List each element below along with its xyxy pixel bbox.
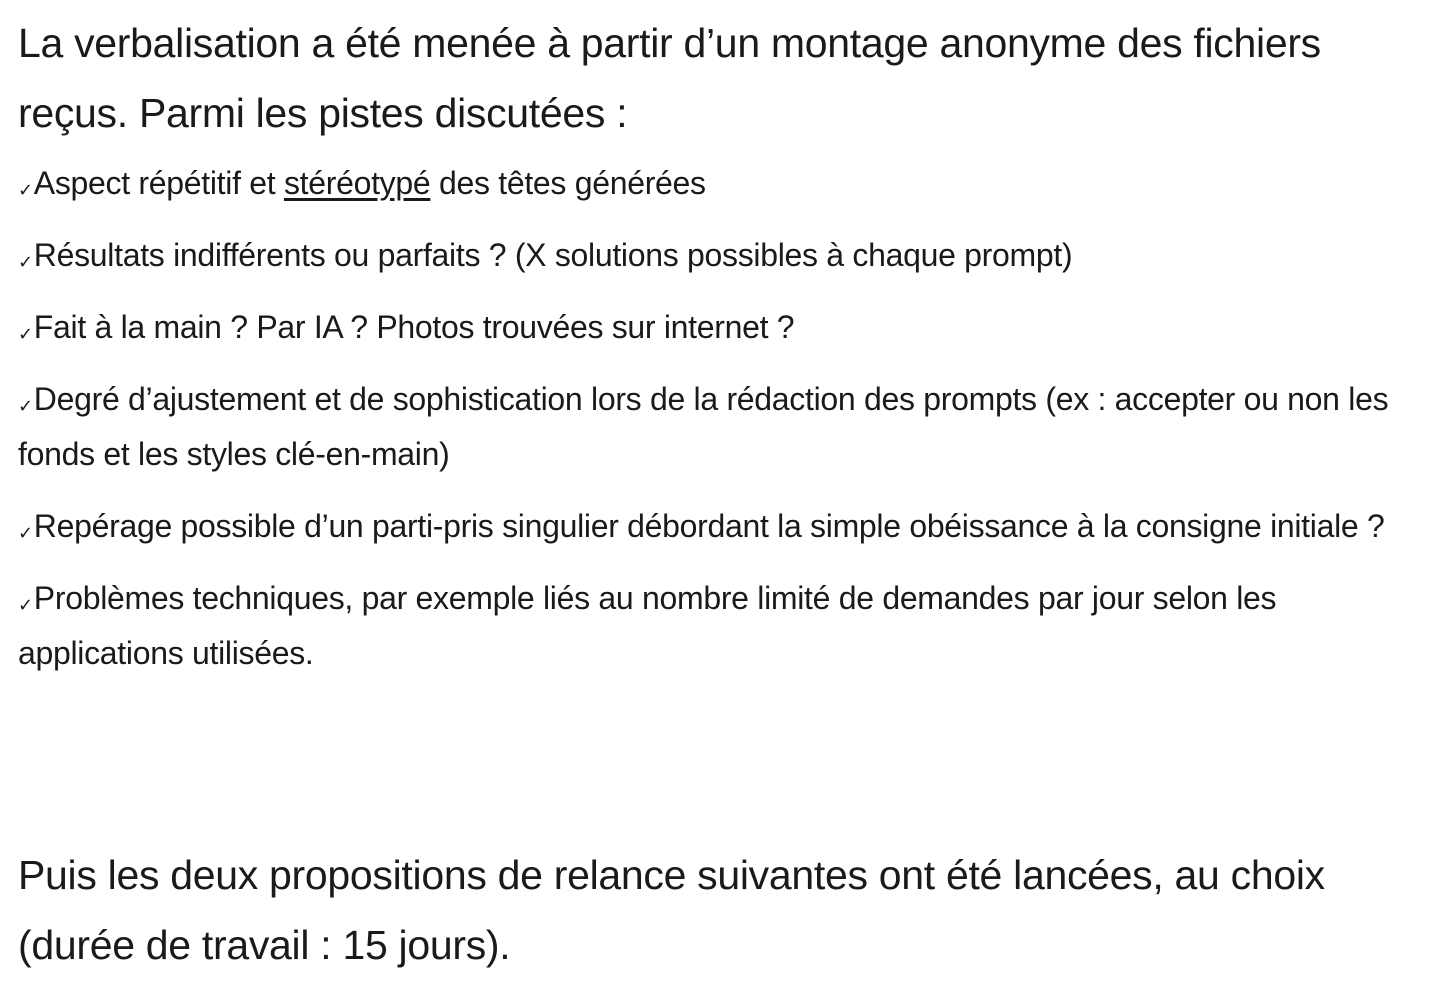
checkmark-icon: ✓ (18, 523, 33, 543)
bullet-text-before: Aspect répétitif et (33, 165, 284, 201)
list-item (18, 499, 1413, 554)
bullet-text: Résultats indifférents ou parfaits ? (X solutions possibles à chaque prompt) (33, 237, 1073, 273)
list-item (18, 300, 1413, 355)
list-item (18, 372, 1413, 482)
bullet-text: Fait à la main ? Par IA ? Photos trouvées sur internet ? (33, 309, 795, 345)
intro-paragraph: La verbalisation a été menée à partir d’un montage anonyme des fichiers reçus. Parmi les pistes discutées : (18, 20, 1321, 136)
bullet-text: Degré d’ajustement et de sophistication lors de la rédaction des prompts (ex : accepter ou non les fonds et les styles clé-en-main) (18, 381, 1389, 472)
checkmark-icon: ✓ (18, 324, 33, 344)
bullet-text: Problèmes techniques, par exemple liés au nombre limité de demandes par jour selon les applications utilisées. (18, 580, 1277, 671)
checkmark-icon: ✓ (18, 396, 33, 416)
checkmark-icon: ✓ (18, 252, 33, 272)
list-item (18, 228, 1413, 283)
bullet-text-after: des têtes générées (430, 165, 706, 201)
outro-paragraph: Puis les deux propositions de relance suivantes ont été lancées, au choix (durée de travail : 15 jours). (18, 852, 1325, 968)
checkmark-icon: ✓ (18, 180, 33, 200)
discussion-points-list (18, 156, 1413, 681)
checkmark-icon: ✓ (18, 595, 33, 615)
document-body (18, 8, 1413, 968)
bullet-text: Repérage possible d’un parti-pris singulier débordant la simple obéissance à la consigne initiale ? (33, 508, 1385, 544)
list-item (18, 571, 1413, 681)
list-item (18, 156, 1413, 211)
underlined-word: stéréotypé (283, 165, 431, 201)
